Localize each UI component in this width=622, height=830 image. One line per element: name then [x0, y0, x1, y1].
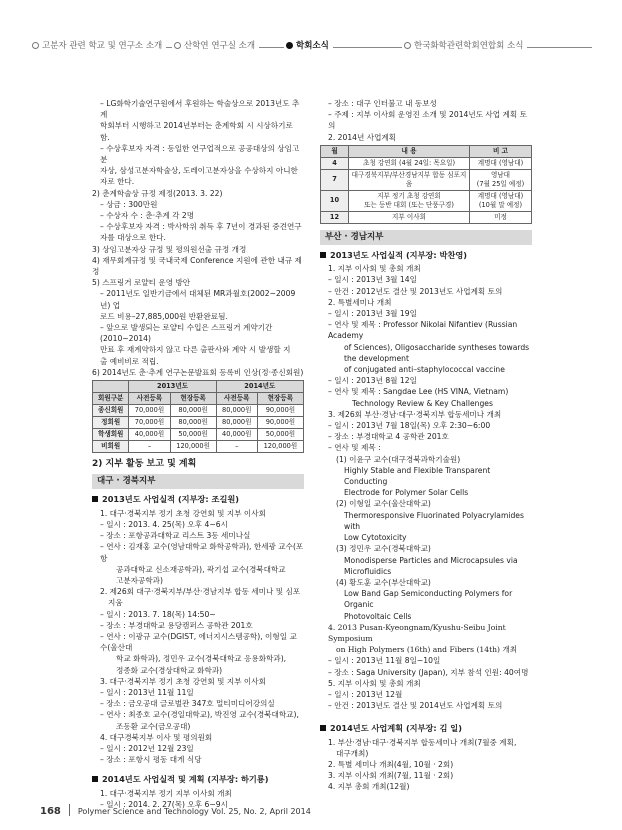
spring-award-heading: 2) 춘계학술상 규정 제정(2013. 3. 22)	[92, 188, 223, 198]
table-cell-note	[470, 157, 532, 169]
text-line: – 일시 : 2013년 12월	[328, 689, 403, 699]
nav-item-label: 산학연 연구실 소개	[184, 41, 256, 51]
square-bullet-icon	[320, 252, 326, 258]
block-title: 2014년도 사업실적 및 계획 (지부장: 하기룡)	[102, 774, 269, 785]
text-line: – 연사 및 제목 : Sangdae Lee (HS VINA, Vietnam)	[328, 387, 509, 397]
table-cell: 50,000원	[257, 429, 303, 441]
text-line: – 앞으로 발생되는 로얄티 수입은 스프링거 계약기간(2010~2014)	[100, 323, 273, 344]
text-line: – LG화학기술연구원에서 후원하는 학술상으로 2013년도 추계	[100, 99, 300, 120]
table-header-content: 내 용	[349, 145, 470, 157]
spring-award-rules	[92, 199, 304, 244]
text-line: 1. 대구·경북지부 정기 지부 이사회 개최	[100, 788, 232, 798]
text-line: 지움	[108, 598, 123, 608]
text-line: 2. 특별 세미나 개최(4월, 10월 · 2회)	[328, 759, 454, 769]
text-line: of conjugated anti–staphylococcal vaccine	[344, 365, 505, 375]
table-cell: 50,000원	[170, 429, 216, 441]
text-line: 자를 대상으로 한다.	[100, 233, 166, 243]
table-row	[93, 417, 304, 429]
springer-royalty-item: 5) 스프링거 로얄티 운영 방안	[92, 278, 191, 288]
right-column	[320, 98, 532, 793]
text-line: 1. 지부 이사회 및 총회 개최	[328, 264, 421, 274]
text-line: 조동환 교수(금오공대)	[116, 721, 191, 731]
text-line: – 일시 : 2013년 3월 14일	[328, 275, 417, 285]
nav-item-label: 고분자 관련 학교 및 연구소 소개	[42, 41, 163, 51]
cell-line: 또는 등반 대회 (또는 단풍구경)	[364, 200, 454, 209]
text-line: – 안건 : 2013년도 결산 및 2014년도 사업계획 토의	[328, 701, 503, 711]
rule-revision-item: 3) 상임고분자상 규정 및 평의원선출 규정 개정	[92, 244, 247, 254]
page-number: 168	[40, 806, 61, 817]
nav-item-society-news[interactable]	[284, 39, 333, 51]
text-line: 대구개최)	[336, 748, 369, 758]
text-line: – 장소 : 포항공과대학교 리스트 3동 세미나실	[100, 531, 251, 541]
circle-icon	[174, 42, 181, 49]
text-line: 만료 후 재계약하지 않고 다른 출판사와 계약 시 발생할 지	[100, 345, 291, 355]
table-cell: 120,000원	[257, 441, 303, 453]
text-line: – 안건 : 2012년도 결산 및 2013년도 사업계획 토의	[328, 286, 503, 296]
text-line: of Sciences), Oligosaccharide syntheses towards the development	[344, 342, 530, 363]
table-cell-month: 7	[321, 169, 349, 190]
fee-increase-item: 6) 2014년도 춘·추계 연구논문발표회 등록비 인상(정·종신회원)	[92, 367, 304, 377]
table-row	[321, 157, 532, 169]
text-line: – 연사 : 김재홍 교수(영남대학교 화학공학과), 한세광 교수(포항	[100, 542, 304, 563]
table-cell: 학생회원	[93, 429, 129, 441]
table-cell: 80,000원	[170, 417, 216, 429]
text-line: on High Polymers (16th) and Fibers (14th) 개최	[336, 645, 518, 655]
table-row	[321, 169, 532, 190]
finance-rule-item: 4) 재무회계규정 및 국내국제 Conference 지원에 관한 내규 제정	[92, 255, 302, 277]
table-header-month: 월	[321, 145, 349, 157]
text-line: – 일시 : 2013년 11월 11일	[100, 687, 194, 697]
table-cell: 80,000원	[216, 417, 257, 429]
text-line: 2. 특별세미나 개최	[328, 297, 392, 307]
table-subheader: 사전등록	[216, 393, 257, 405]
table-subheader: 회원구분	[93, 393, 129, 405]
text-line: – 일시 : 2013. 7. 18(목) 14:50~	[100, 609, 216, 619]
table-header-2014: 2014년도	[216, 381, 303, 393]
region-busan-gyeongnam: 부산 · 경남지부	[320, 230, 532, 245]
table-subheader: 사전등록	[129, 393, 170, 405]
cell-line: 초청 강연회 (4월 24일: 목요일)	[362, 158, 456, 167]
block-title: 2013년도 사업실적 (지부장: 박찬영)	[330, 250, 468, 261]
region-daegu-gyeongbuk: 대구 · 경북지부	[92, 474, 304, 489]
text-line: (3) 정민우 교수(경북대학교)	[336, 544, 431, 554]
table-cell-note	[470, 190, 532, 211]
table-row	[321, 211, 532, 223]
journal-citation: Polymer Science and Technology Vol. 25, No. 2, April 2014	[77, 807, 311, 816]
daegu-2013-details	[92, 508, 304, 766]
table-cell: 종신회원	[93, 405, 129, 417]
text-line: – 장소 : 포항시 평동 대게 식당	[100, 755, 202, 765]
table-cell: 40,000원	[216, 429, 257, 441]
text-line: – 상금 : 300만원	[100, 199, 158, 209]
text-line: Photovoltaic Cells	[344, 611, 412, 621]
table-subheader: 현장등록	[170, 393, 216, 405]
springer-royalty-details	[92, 288, 304, 366]
table-row	[93, 405, 304, 417]
text-line: 고분자공학과)	[116, 575, 163, 585]
branch-report-title: 2) 지부 활동 보고 및 계획	[92, 459, 197, 470]
square-bullet-icon	[320, 725, 326, 731]
text-line: Electrode for Polymer Solar Cells	[344, 488, 469, 498]
text-line: – 수상자 수 : 춘·추계 각 2명	[100, 211, 195, 221]
cell-line: 계명대 (영남대)	[477, 191, 524, 200]
circle-icon	[404, 42, 411, 49]
text-line: 1. 부산·경남·대구·경북지부 합동세미나 개최(7월중 계획,	[328, 737, 517, 747]
table-row	[321, 190, 532, 211]
cell-line: 지부 이사회	[392, 212, 426, 221]
busan-2013-heading	[320, 250, 532, 261]
text-line: Technology Review & Key Challenges	[352, 398, 493, 408]
meeting-details	[320, 98, 532, 132]
table-cell: 80,000원	[216, 405, 257, 417]
filled-circle-icon	[286, 42, 293, 49]
registration-fee-table	[92, 380, 304, 453]
text-line: Monodisperse Particles and Microcapsules via Microfluidics	[344, 555, 518, 576]
table-cell: 70,000원	[129, 417, 170, 429]
text-line: 정종화 교수(경상대학교 화학과)	[116, 665, 223, 675]
text-line: – 일시 : 2013년 3월 19일	[328, 309, 417, 319]
text-line: – 장소 : 대구 인터불고 내 동보성	[328, 99, 437, 108]
plan-title: 2. 2014년 사업계획	[328, 132, 397, 142]
text-line: – 주제 : 지부 이사회 운영진 소개 및 2014년도 사업 계획 토의	[328, 110, 527, 131]
table-cell-month: 10	[321, 190, 349, 211]
text-line: – 연사 및 제목 :	[328, 443, 381, 453]
table-cell-note	[470, 211, 532, 223]
table-cell: 90,000원	[257, 417, 303, 429]
text-line: – 수상후보자 자격 : 동일한 연구업적으로 공공대상의 상임고분	[100, 143, 300, 165]
award-rules-text	[92, 98, 304, 188]
text-line: – 일시 : 2013. 4. 25(목) 오후 4~6시	[100, 519, 228, 529]
text-line: – 2011년도 일반기금에서 대체된 MR과월호(2002~2009년) 업	[100, 289, 296, 310]
busan-2014-details	[320, 737, 532, 793]
table-cell-content	[349, 169, 470, 190]
busan-2014-heading	[320, 723, 532, 734]
busan-2013-details	[320, 263, 532, 711]
circle-icon	[32, 42, 39, 49]
section-navigation	[0, 36, 622, 58]
table-cell: –	[129, 441, 170, 453]
text-line: Low Cytotoxicity	[344, 533, 407, 543]
text-line: 4. 지부 총회 개최(12월)	[328, 782, 410, 792]
table-cell: 정회원	[93, 417, 129, 429]
table-header-2013: 2013년도	[129, 381, 216, 393]
table-subheader: 현장등록	[257, 393, 303, 405]
table-cell: 90,000원	[257, 405, 303, 417]
text-line: 4. 대구경북지부 이사 및 평의원회	[100, 732, 213, 742]
table-cell: 70,000원	[129, 405, 170, 417]
text-line: 학회부터 시행하고 2014년부터는 춘계학회 시 시상하기로 함.	[100, 121, 293, 142]
text-line: – 장소 : Saga University (Japan), 지부 참석 인원: 40여명	[328, 667, 529, 677]
cell-line: (7월 25일 예정)	[476, 179, 525, 188]
block-title: 2014년도 사업계획 (지부장: 김 일)	[330, 723, 462, 734]
text-line: 2. 제26회 대구·경북지부/부산·경남지부 합동 세미나 및 심포	[100, 587, 301, 597]
cell-line: 미정	[494, 212, 507, 221]
table-cell: 비회원	[93, 441, 129, 453]
daegu-2014-heading	[92, 774, 304, 785]
table-header-note: 비 고	[470, 145, 532, 157]
text-line: 공과대학교 신소재공학과), 곽기섭 교수(경북대학교	[116, 564, 286, 574]
text-line: – 장소 : 부경대학교 4 공학관 201호	[328, 432, 449, 442]
nav-item-labs[interactable]	[172, 39, 259, 51]
text-line: 자로 한다.	[100, 177, 135, 187]
left-column	[92, 98, 304, 810]
daegu-2013-heading	[92, 494, 304, 505]
text-line: – 연사 및 제목 : Professor Nikolai Nifantiev (Russian Academy	[328, 320, 518, 341]
text-line: 학교 화학과), 정민우 교수(경북대학교 응용화학과),	[116, 654, 287, 664]
table-cell: –	[216, 441, 257, 453]
text-line: 3. 제26회 부산·경남·대구·경북지부 합동세미나 개최	[328, 409, 502, 419]
text-line: (4) 황도훈 교수(부산대학교)	[336, 577, 431, 587]
text-line: – 연사 : 최종호 교수(경일대학교), 박진영 교수(경북대학교),	[100, 710, 299, 720]
text-line: Thermoresponsive Fluorinated Polyacrylamides with	[344, 510, 524, 531]
text-line: – 일시 : 2012년 12월 23일	[100, 743, 194, 753]
text-line: 1. 대구·경북지부 정기 초청 강연회 및 지부 이사회	[100, 508, 266, 518]
table-header-empty	[93, 381, 129, 393]
cell-line: 지부 정기 초청 강연회	[377, 191, 441, 200]
cell-line: 대구경북지부/부산경남지부 합동 심포지움	[351, 170, 467, 188]
cell-line: 영남대	[490, 170, 511, 179]
table-row	[93, 441, 304, 453]
text-line: – 수상후보자 자격 : 박사학위 취득 후 7년이 경과된 중견연구	[100, 222, 302, 232]
plan-table	[320, 145, 532, 224]
nav-item-label: 한국화학관련학회연합회 소식	[414, 41, 524, 51]
footer-divider	[69, 804, 70, 816]
table-row	[93, 429, 304, 441]
table-cell: 40,000원	[129, 429, 170, 441]
text-line: 로드 비용–27,885,000원 반환완료됨.	[100, 311, 228, 321]
table-cell: 120,000원	[170, 441, 216, 453]
square-bullet-icon	[92, 776, 98, 782]
table-cell-content	[349, 211, 470, 223]
text-line: – 장소 : 금오공대 글로벌관 347호 멀티미디어강의실	[100, 699, 275, 709]
text-line: 출 예비비로 적립.	[100, 356, 159, 366]
nav-item-federation-news[interactable]	[402, 39, 527, 51]
text-line: – 장소 : 부경대학교 용당캠퍼스 공학관 201호	[100, 620, 253, 630]
text-line: 자상, 삼성고분자학술상, 도레이고분자상을 수상하지 아니한	[100, 166, 298, 176]
nav-item-schools[interactable]	[30, 39, 166, 51]
cell-line: (10월 말 예정)	[478, 200, 523, 209]
text-line: 3. 지부 이사회 개최(7월, 11월 · 2회)	[328, 771, 454, 781]
text-line: – 일시 : 2014. 2. 27(목) 오후 6~9시	[100, 799, 228, 809]
text-line: – 일시 : 2013년 7월 18일(목) 오후 2:30~6:00	[328, 421, 491, 431]
text-line: – 일시 : 2013년 8월 12일	[328, 376, 417, 386]
text-line: Low Band Gap Semiconducting Polymers for Organic	[344, 589, 513, 610]
square-bullet-icon	[92, 496, 98, 502]
text-line: – 일시 : 2013년 11월 8일~10일	[328, 656, 441, 666]
text-line: – 연사 : 이광규 교수(DGIST, 에너지시스템공학), 이형일 교수(울산대	[100, 631, 297, 653]
table-cell-content	[349, 157, 470, 169]
cell-line: 계명대 (영남대)	[477, 158, 524, 167]
text-line: 3. 대구·경북지부 정기 초청 강연회 및 지부 이사회	[100, 676, 266, 686]
page-footer	[40, 804, 311, 817]
block-title: 2013년도 사업실적 (지부장: 조길원)	[102, 494, 240, 505]
table-cell-month: 12	[321, 211, 349, 223]
table-cell-month: 4	[321, 157, 349, 169]
table-cell-content	[349, 190, 470, 211]
nav-item-label: 학회소식	[296, 41, 329, 51]
text-line: Highly Stable and Flexible Transparent Conducting	[344, 465, 491, 487]
text-line: 4. 2013 Pusan-Kyeongnam/Kyushu-Seibu Joint Symposium	[328, 622, 506, 643]
text-line: 5. 지부 이사회 및 총회 개최	[328, 678, 421, 688]
table-cell: 80,000원	[170, 405, 216, 417]
text-line: (2) 이형일 교수(울산대학교)	[336, 499, 431, 509]
table-cell-note	[470, 169, 532, 190]
text-line: (1) 이윤구 교수(대구경북과학기술원)	[336, 454, 461, 464]
